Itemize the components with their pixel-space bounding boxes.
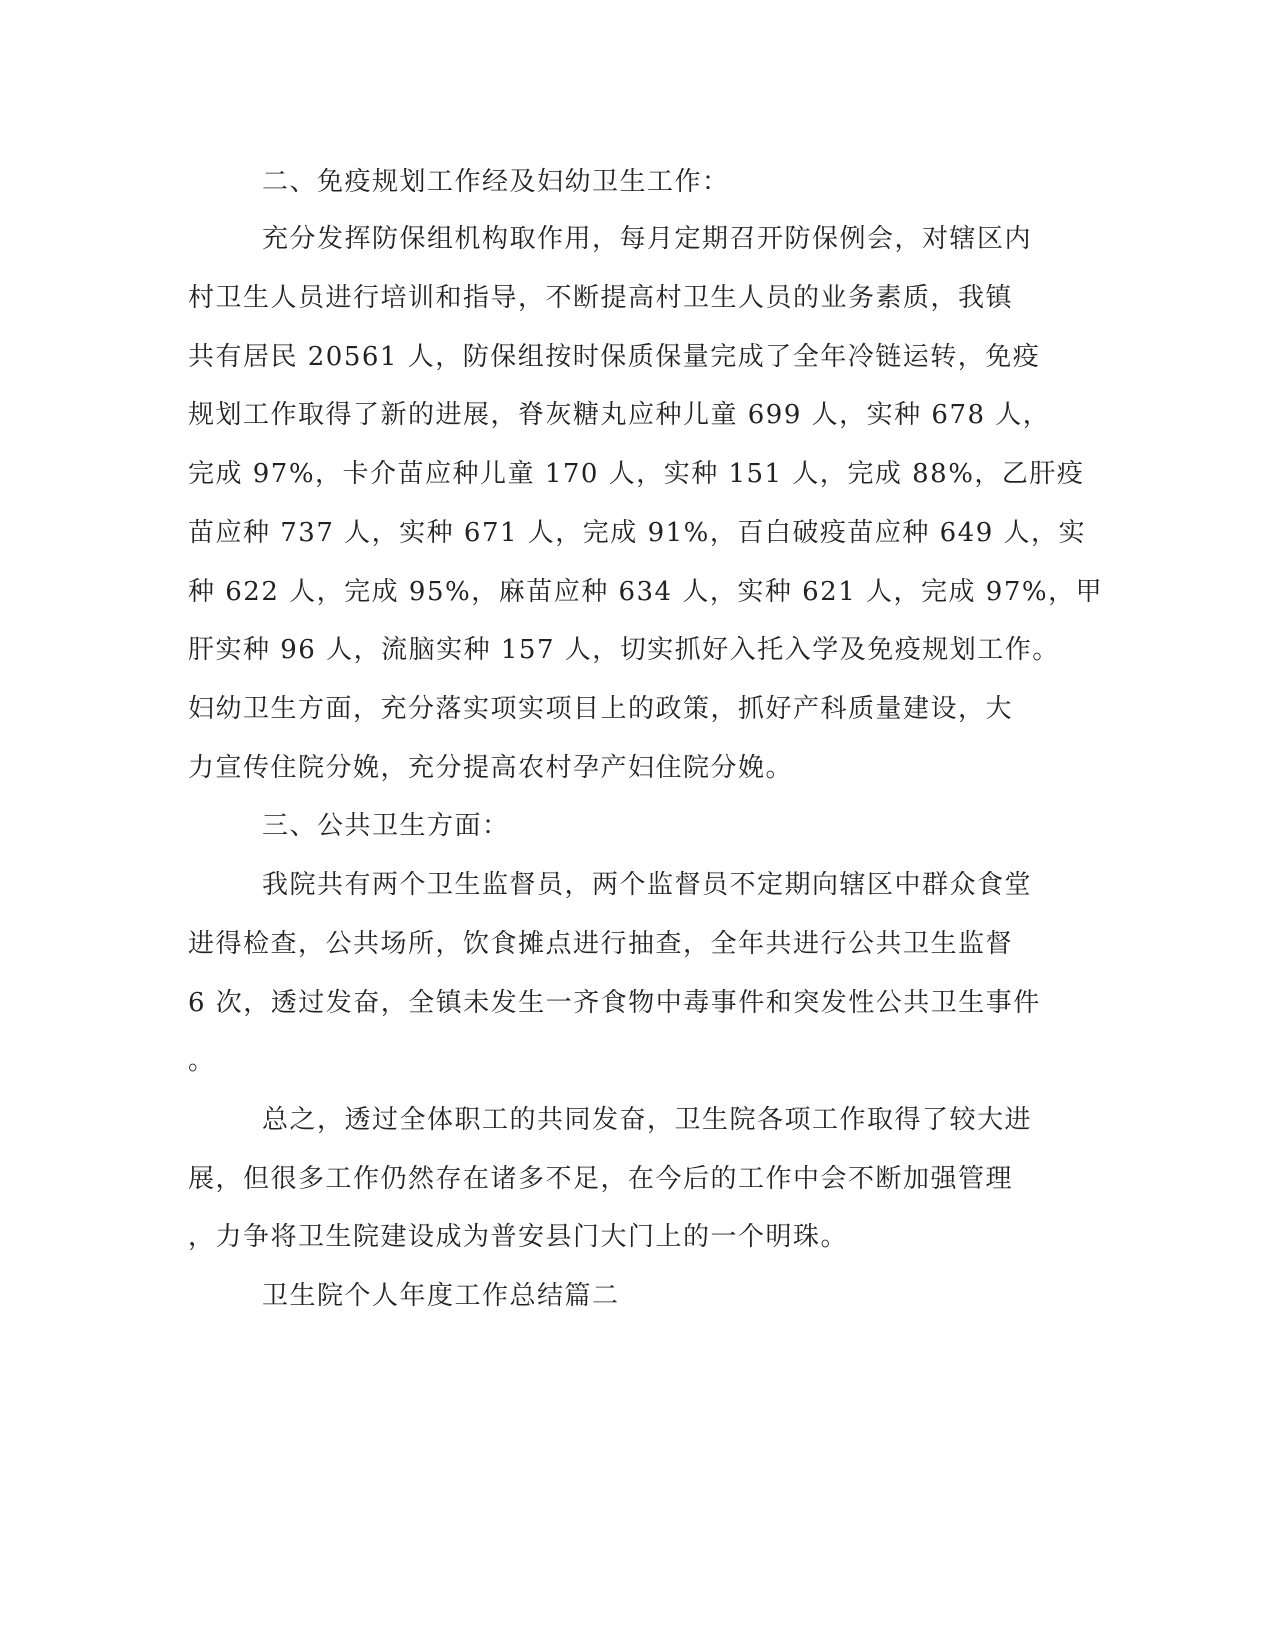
paragraph-line: 展，但很多工作仍然存在诸多不足，在今后的工作中会不断加强管理 bbox=[188, 1164, 1014, 1194]
section-heading-public-health: 三、公共卫生方面： bbox=[262, 811, 510, 841]
section-title-part-two: 卫生院个人年度工作总结篇二 bbox=[262, 1281, 620, 1311]
paragraph-line: 力宣传住院分娩，充分提高农村孕产妇住院分娩。 bbox=[188, 753, 794, 783]
paragraph-line: 村卫生人员进行培训和指导，不断提高村卫生人员的业务素质，我镇 bbox=[188, 283, 1014, 313]
paragraph-line: 妇幼卫生方面，充分落实项实项目上的政策，抓好产科质量建设，大 bbox=[188, 694, 1014, 724]
paragraph-line: 种 622 人，完成 95%，麻苗应种 634 人，实种 621 人，完成 97%，甲 bbox=[188, 577, 1104, 607]
paragraph-line: 我院共有两个卫生监督员，两个监督员不定期向辖区中群众食堂 bbox=[262, 870, 1033, 900]
paragraph-line: 规划工作取得了新的进展，脊灰糖丸应种儿童 699 人，实种 678 人， bbox=[188, 400, 1051, 430]
section-heading-immunization: 二、免疫规划工作经及妇幼卫生工作： bbox=[262, 167, 730, 197]
paragraph-line: ，力争将卫生院建设成为普安县门大门上的一个明珠。 bbox=[188, 1222, 849, 1252]
paragraph-line: 共有居民 20561 人，防保组按时保质保量完成了全年冷链运转，免疫 bbox=[188, 342, 1041, 372]
paragraph-line: 肝实种 96 人，流脑实种 157 人，切实抓好入托入学及免疫规划工作。 bbox=[188, 635, 1060, 665]
paragraph-line: 总之，透过全体职工的共同发奋，卫生院各项工作取得了较大进 bbox=[262, 1105, 1033, 1135]
paragraph-line: 充分发挥防保组机构取作用，每月定期召开防保例会，对辖区内 bbox=[262, 224, 1033, 254]
paragraph-line: 6 次，透过发奋，全镇未发生一齐食物中毒事件和突发性公共卫生事件 bbox=[188, 988, 1041, 1018]
paragraph-line: 。 bbox=[188, 1046, 216, 1076]
paragraph-line: 进得检查，公共场所，饮食摊点进行抽查，全年共进行公共卫生监督 bbox=[188, 929, 1014, 959]
paragraph-line: 苗应种 737 人，实种 671 人，完成 91%，百白破疫苗应种 649 人，实 bbox=[188, 518, 1087, 548]
paragraph-line: 完成 97%，卡介苗应种儿童 170 人，实种 151 人，完成 88%，乙肝疫 bbox=[188, 459, 1085, 489]
